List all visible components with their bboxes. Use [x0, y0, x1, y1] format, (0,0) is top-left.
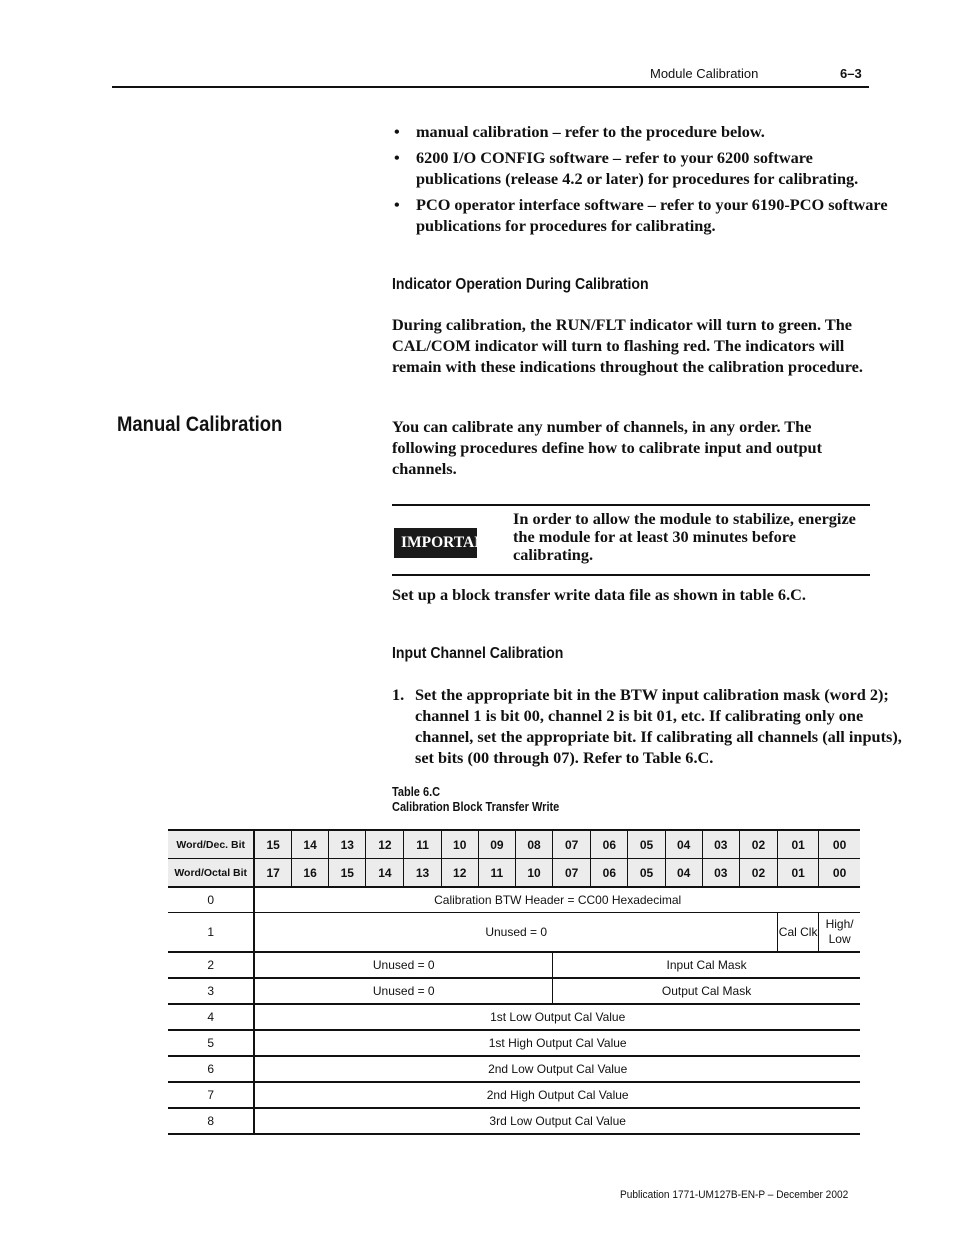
word-number: 8 — [168, 1108, 254, 1134]
step-number: 1. — [392, 685, 405, 704]
octal-bit-header-row — [168, 859, 860, 888]
word-content-low-byte: Input Cal Mask — [553, 952, 860, 978]
table-caption-title: Calibration Block Transfer Write — [392, 800, 560, 814]
word-content: 1st Low Output Cal Value — [254, 1004, 860, 1030]
bullet-symbol: • — [394, 148, 400, 167]
high-low-bit: High/ Low — [819, 913, 860, 953]
bit-cell: 15 — [329, 859, 366, 888]
bit-cell: 16 — [292, 859, 329, 888]
bit-cell: 14 — [292, 830, 329, 859]
word-content-high-byte: Unused = 0 — [254, 978, 552, 1004]
bit-cell: 04 — [665, 830, 702, 859]
list-item — [392, 194, 897, 236]
list-item — [392, 121, 897, 142]
bullet-symbol: • — [394, 195, 400, 214]
bullet-symbol: • — [394, 122, 400, 141]
calibration-btw-table — [168, 829, 860, 1135]
word-content: 3rd Low Output Cal Value — [254, 1108, 860, 1134]
bit-cell: 12 — [366, 830, 404, 859]
table-row — [168, 1004, 860, 1030]
word-number: 6 — [168, 1056, 254, 1082]
bit-cell: 08 — [515, 830, 552, 859]
bit-cell: 00 — [819, 859, 860, 888]
table-row — [168, 1056, 860, 1082]
bit-cell: 15 — [254, 830, 291, 859]
cal-clk-bit: Cal Clk — [778, 913, 819, 953]
step-text: Set the appropriate bit in the BTW input calibration mask (word 2); channel 1 is bit 00, channel 2 is bit 01, etc. If calibrating only one channel, set the appropriate bit. If calibrating all channels (all inputs), set bits (00 through 07). Refer to Table 6.C. — [415, 685, 902, 767]
bit-cell: 11 — [478, 859, 515, 888]
important-badge: IMPORTANT — [394, 528, 477, 558]
step-1 — [392, 684, 904, 768]
row-header-dec: Word/Dec. Bit — [168, 830, 254, 859]
bit-cell: 00 — [819, 830, 860, 859]
manual-calibration-paragraph: You can calibrate any number of channels, in any order. The following procedures define how to calibrate input and output channels. — [392, 417, 822, 478]
table-row — [168, 978, 860, 1004]
table-caption — [392, 785, 559, 815]
list-item-text: manual calibration – refer to the procedure below. — [416, 122, 765, 141]
publication-footer: Publication 1771-UM127B-EN-P – December 2002 — [620, 1189, 849, 1201]
list-item — [392, 147, 897, 189]
word-number: 4 — [168, 1004, 254, 1030]
bit-cell: 17 — [254, 859, 291, 888]
bit-cell: 07 — [553, 859, 591, 888]
word-content: 2nd Low Output Cal Value — [254, 1056, 860, 1082]
bit-cell: 14 — [366, 859, 404, 888]
indicator-paragraph: During calibration, the RUN/FLT indicator will turn to green. The CAL/COM indicator will turn to flashing red. The indicators will remain with these indications throughout the calibration procedure. — [392, 315, 863, 376]
decimal-bit-header-row — [168, 830, 860, 859]
bit-cell: 03 — [702, 859, 739, 888]
bit-cell: 12 — [441, 859, 478, 888]
bit-cell: 01 — [778, 859, 819, 888]
setup-paragraph: Set up a block transfer write data file as shown in table 6.C. — [392, 585, 806, 604]
bit-cell: 06 — [591, 859, 628, 888]
important-note-text: In order to allow the module to stabilize, energize the module for at least 30 minutes before calibrating. — [513, 509, 856, 564]
bit-cell: 02 — [739, 859, 777, 888]
important-top-rule — [392, 504, 870, 506]
bit-cell: 13 — [404, 859, 441, 888]
bit-cell: 05 — [628, 830, 665, 859]
word-content: Calibration BTW Header = CC00 Hexadecimal — [254, 887, 860, 913]
word-number: 2 — [168, 952, 254, 978]
bit-cell: 13 — [329, 830, 366, 859]
word-content: 1st High Output Cal Value — [254, 1030, 860, 1056]
running-header-title: Module Calibration — [650, 66, 759, 81]
bit-cell: 07 — [553, 830, 591, 859]
bit-cell: 02 — [739, 830, 777, 859]
bit-cell: 11 — [404, 830, 441, 859]
table-row — [168, 1082, 860, 1108]
bit-cell: 05 — [628, 859, 665, 888]
word-content-low-byte: Output Cal Mask — [553, 978, 860, 1004]
word-number: 1 — [168, 913, 254, 953]
word-content-high-byte: Unused = 0 — [254, 952, 552, 978]
word-number: 5 — [168, 1030, 254, 1056]
bit-cell: 10 — [515, 859, 552, 888]
bit-cell: 10 — [441, 830, 478, 859]
page-number: 6–3 — [840, 66, 862, 81]
bit-cell: 04 — [665, 859, 702, 888]
table-caption-number: Table 6.C — [392, 785, 441, 799]
header-rule — [112, 86, 869, 88]
bit-cell: 03 — [702, 830, 739, 859]
word-number: 0 — [168, 887, 254, 913]
indicator-heading: Indicator Operation During Calibration — [392, 276, 649, 293]
table-row — [168, 952, 860, 978]
word-number: 3 — [168, 978, 254, 1004]
bit-cell: 09 — [478, 830, 515, 859]
table-row — [168, 1108, 860, 1134]
table-row — [168, 887, 860, 913]
important-bottom-rule — [392, 574, 870, 576]
manual-calibration-heading: Manual Calibration — [117, 413, 283, 436]
word-content: 2nd High Output Cal Value — [254, 1082, 860, 1108]
bit-cell: 01 — [778, 830, 819, 859]
row-header-oct: Word/Octal Bit — [168, 859, 254, 888]
bit-cell: 06 — [591, 830, 628, 859]
calibration-methods-list — [392, 121, 897, 241]
list-item-text: PCO operator interface software – refer to your 6190-PCO software publications for procedures for calibrating. — [416, 195, 888, 235]
table-row — [168, 913, 860, 953]
table-row — [168, 1030, 860, 1056]
input-calibration-heading: Input Channel Calibration — [392, 645, 564, 662]
list-item-text: 6200 I/O CONFIG software – refer to your 6200 software publications (release 4.2 or later) for procedures for calibrating. — [416, 148, 859, 188]
word-number: 7 — [168, 1082, 254, 1108]
word-content: Unused = 0 — [254, 913, 777, 953]
